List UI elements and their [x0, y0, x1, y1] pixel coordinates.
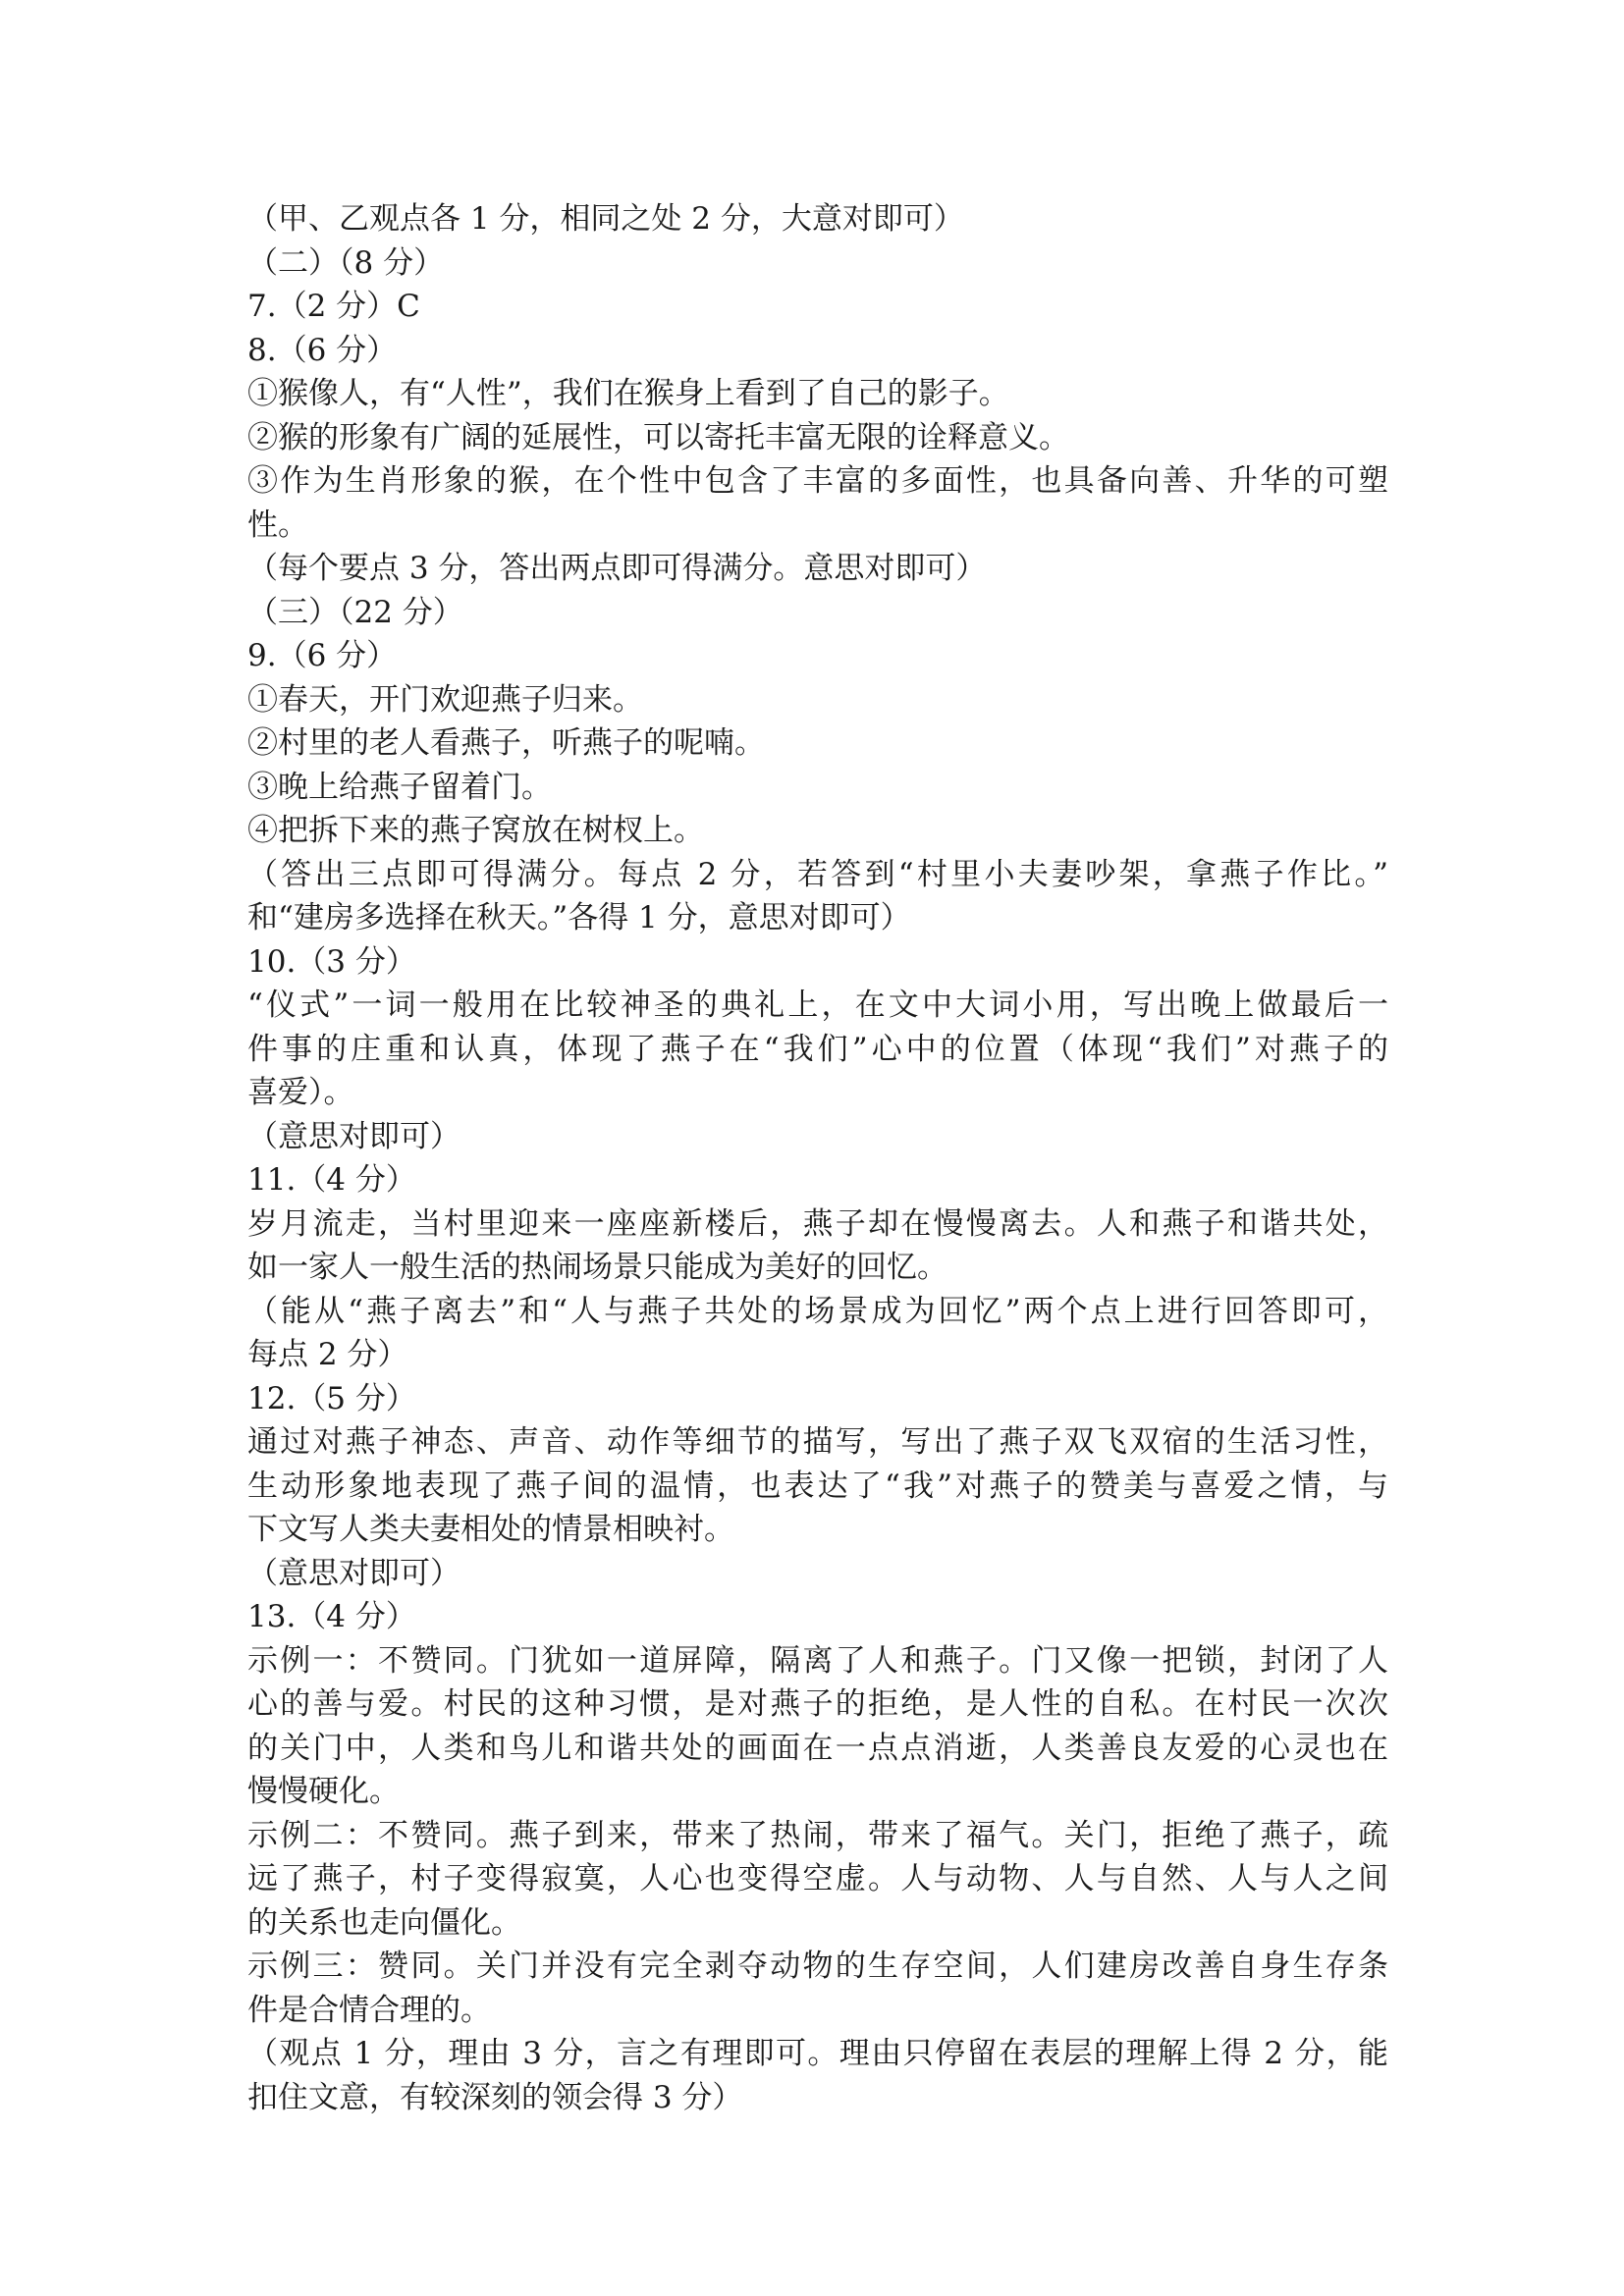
text-line: 的关门中，人类和鸟儿和谐共处的画面在一点点消逝，人类善良友爱的心灵也在: [247, 1730, 1388, 1766]
answer-key-text: [247, 197, 1388, 2119]
question-heading: 9.（6 分）: [247, 638, 398, 673]
scoring-note: （每个要点 3 分，答出两点即可得满分。意思对即可）: [247, 551, 987, 586]
text-line: 的关系也走向僵化。: [247, 1904, 521, 1941]
text-line: ②村里的老人看燕子，听燕子的呢喃。: [247, 725, 765, 761]
scoring-note: 扣住文意，有较深刻的领会得 3 分）: [247, 2079, 743, 2115]
question-heading: 7.（2 分）C: [247, 289, 420, 324]
question-heading: 12.（5 分）: [247, 1380, 416, 1416]
scoring-note: （能从“燕子离去”和“人与燕子共处的场景成为回忆”两个点上进行回答即可，: [247, 1293, 1388, 1329]
text-line: （甲、乙观点各 1 分，相同之处 2 分，大意对即可）: [247, 201, 964, 237]
text-line: 示例二：不赞同。燕子到来，带来了热闹，带来了福气。关门，拒绝了燕子，疏: [247, 1817, 1388, 1853]
question-heading: 11.（4 分）: [247, 1162, 416, 1198]
text-line: 心的善与爱。村民的这种习惯，是对燕子的拒绝，是人性的自私。在村民一次次: [247, 1686, 1388, 1722]
text-line: 岁月流走，当村里迎来一座座新楼后，燕子却在慢慢离去。人和燕子和谐共处，: [247, 1205, 1388, 1242]
text-line: 生动形象地表现了燕子间的温情，也表达了“我”对燕子的赞美与喜爱之情，与: [247, 1468, 1388, 1504]
text-line: ④把拆下来的燕子窝放在树杈上。: [247, 813, 704, 848]
text-line: ②猴的形象有广阔的延展性，可以寄托丰富无限的诠释意义。: [247, 419, 1069, 455]
text-line: 如一家人一般生活的热闹场景只能成为美好的回忆。: [247, 1250, 947, 1285]
text-line: 件是合情合理的。: [247, 1992, 491, 2028]
question-heading: 13.（4 分）: [247, 1599, 416, 1634]
section-heading: （三）（22 分）: [247, 594, 463, 630]
text-line: 下文写人类夫妻相处的情景相映衬。: [247, 1512, 734, 1547]
text-line: 件事的庄重和认真，体现了燕子在“我们”心中的位置（体现“我们”对燕子的: [247, 1031, 1388, 1067]
text-line: ①春天，开门欢迎燕子归来。: [247, 681, 643, 718]
text-line: 慢慢硬化。: [247, 1774, 400, 1809]
question-heading: 10.（3 分）: [247, 943, 416, 980]
text-line: 性。: [247, 507, 308, 543]
text-line: ③作为生肖形象的猴，在个性中包含了丰富的多面性，也具备向善、升华的可塑: [247, 463, 1388, 499]
scoring-note: （观点 1 分，理由 3 分，言之有理即可。理由只停留在表层的理解上得 2 分，能: [247, 2036, 1388, 2071]
text-line: “仪式”一词一般用在比较神圣的典礼上，在文中大词小用，写出晚上做最后一: [247, 988, 1388, 1023]
text-line: 通过对燕子神态、声音、动作等细节的描写，写出了燕子双飞双宿的生活习性，: [247, 1424, 1388, 1460]
text-line: ①猴像人，有“人性”，我们在猴身上看到了自己的影子。: [247, 376, 1009, 411]
text-line: 远了燕子，村子变得寂寞，人心也变得空虚。人与动物、人与自然、人与人之间: [247, 1861, 1388, 1896]
scoring-note: 每点 2 分）: [247, 1337, 408, 1372]
scoring-note: （意思对即可）: [247, 1118, 460, 1154]
scoring-note: （意思对即可）: [247, 1555, 460, 1591]
text-line: 喜爱）。: [247, 1075, 354, 1110]
question-heading: 8.（6 分）: [247, 332, 398, 368]
text-line: 示例一：不赞同。门犹如一道屏障，隔离了人和燕子。门又像一把锁，封闭了人: [247, 1642, 1388, 1679]
text-line: ③晚上给燕子留着门。: [247, 769, 552, 805]
section-heading: （二）（8 分）: [247, 244, 445, 281]
text-line: 示例三：赞同。关门并没有完全剥夺动物的生存空间，人们建房改善自身生存条: [247, 1949, 1388, 1984]
scoring-note: 和“建房多选择在秋天。”各得 1 分，意思对即可）: [247, 900, 911, 935]
scoring-note: （答出三点即可得满分。每点 2 分，若答到“村里小夫妻吵架，拿燕子作比。”: [247, 856, 1388, 892]
